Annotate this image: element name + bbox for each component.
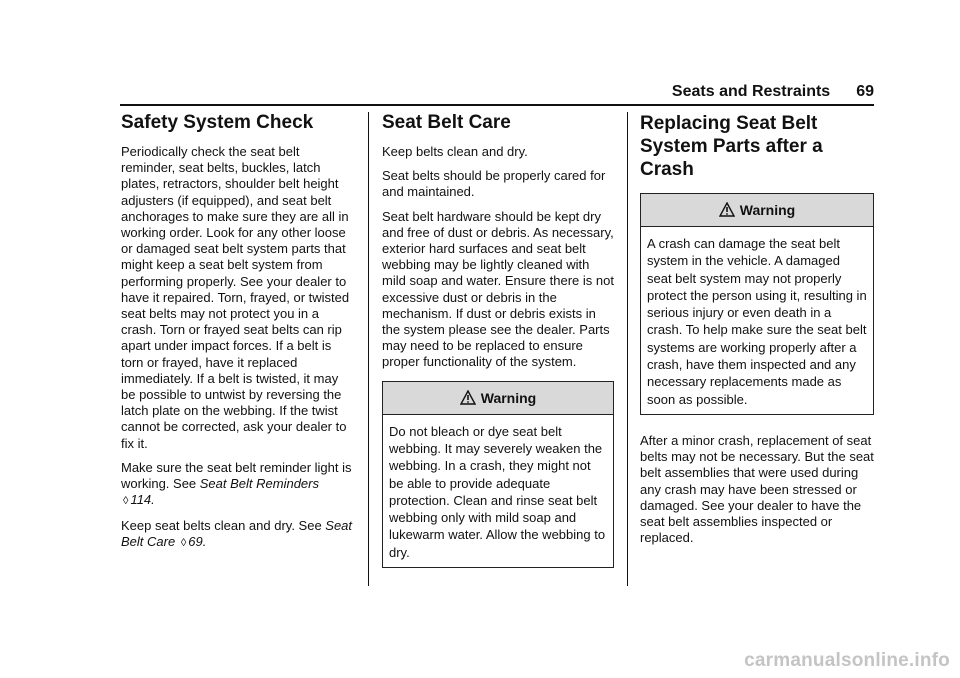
- link-seat-belt-care[interactable]: Seat Belt Care: [121, 517, 353, 549]
- paragraph-periodic-check: Periodically check the seat belt reminder, seat belts, buckles, latch plates, retractors, shoulder belt height adjusters (if equipped), and seat belt anchorages to make sure they are all in working order. Look for any other loose or damaged seat belt system parts that might keep a seat belt system from performing properly. See your dealer to have it repaired. Torn, frayed, or twisted seat belts may not protect you in a crash. Torn or frayed seat belts can rip apart under impact forces. If a belt is torn or frayed, have it replaced immediately. If a belt is twisted, it may be possible to untwist by reversing the latch plate on the webbing. If the twist cannot be corrected, ask your dealer to fix it.: [121, 144, 350, 451]
- page-ref-icon: ◊: [123, 495, 129, 508]
- paragraph-reminder-light: Make sure the seat belt reminder light is working. See Seat Belt Reminders ◊ 114.: [121, 459, 352, 508]
- heading-seat-belt-care: Seat Belt Care: [382, 112, 511, 133]
- column-divider-2: [627, 112, 628, 586]
- paragraph-minor-crash: After a minor crash, replacement of seat belts may not be necessary. But the seat belt assemblies that were used during any crash may have been stressed or damaged. See your dealer to have the seat belt assemblies inspected or replaced.: [640, 432, 874, 546]
- warning-header: [641, 194, 873, 227]
- paragraph-keep-belts-clean: Keep belts clean and dry.: [382, 144, 528, 160]
- heading-safety-system-check: Safety System Check: [121, 112, 314, 133]
- header-rule: [120, 104, 874, 106]
- page-ref-114[interactable]: 114: [130, 492, 152, 508]
- page-ref-icon: ◊: [180, 536, 187, 549]
- warning-title: Warning: [739, 202, 796, 218]
- warning-text: Do not bleach or dye seat belt webbing. It may severely weaken the webbing. In a crash, they might not be able to provide adequate protection. Clean and rinse seat belt webbing only with mild soap and lukewarm water. Allow the webbing to dry.: [389, 423, 606, 560]
- warning-text: A crash can damage the seat belt system in the vehicle. A damaged seat belt system may not properly protect the person using it, resulting in serious injury or even death in a crash. To help make sure the seat belt systems are working properly after a crash, have them inspected and any necessary replacements made as soon as possible.: [647, 236, 867, 407]
- column-seat-belt-care: [382, 112, 614, 578]
- warning-triangle-icon: [719, 202, 735, 217]
- section-title: Seats and Restraints: [671, 83, 831, 100]
- link-seat-belt-reminders[interactable]: Seat Belt Reminders: [199, 476, 319, 492]
- page-header: [0, 83, 874, 101]
- paragraph-keep-clean: Keep seat belts clean and dry. See Seat Belt Care ◊ 69.: [121, 517, 353, 549]
- column-replacing-parts: [640, 112, 874, 554]
- warning-header: [383, 382, 613, 415]
- warning-title: Warning: [480, 389, 537, 406]
- heading-replacing-parts: Replacing Seat Belt System Parts after a Crash: [640, 113, 823, 180]
- paragraph-properly-cared: Seat belts should be properly cared for and maintained.: [382, 168, 606, 200]
- warning-box-bleach: [382, 381, 614, 568]
- warning-box-crash: [640, 193, 874, 415]
- column-safety-system-check: [121, 112, 355, 559]
- page-number: 69: [856, 83, 874, 100]
- page-ref-69[interactable]: 69: [188, 533, 203, 549]
- warning-triangle-icon: [460, 390, 476, 405]
- paragraph-hardware: Seat belt hardware should be kept dry and free of dust or debris. As necessary, exterior hard surfaces and seat belt webbing may be lightly cleaned with mild soap and water. Ensure there is not excessive dust or debris in the mechanism. If dust or debris exists in the system please see the dealer. Parts may need to be replaced to ensure proper functionality of the system.: [382, 208, 614, 370]
- watermark-text: carmanualsonline.info: [744, 650, 950, 671]
- column-divider-1: [368, 112, 369, 586]
